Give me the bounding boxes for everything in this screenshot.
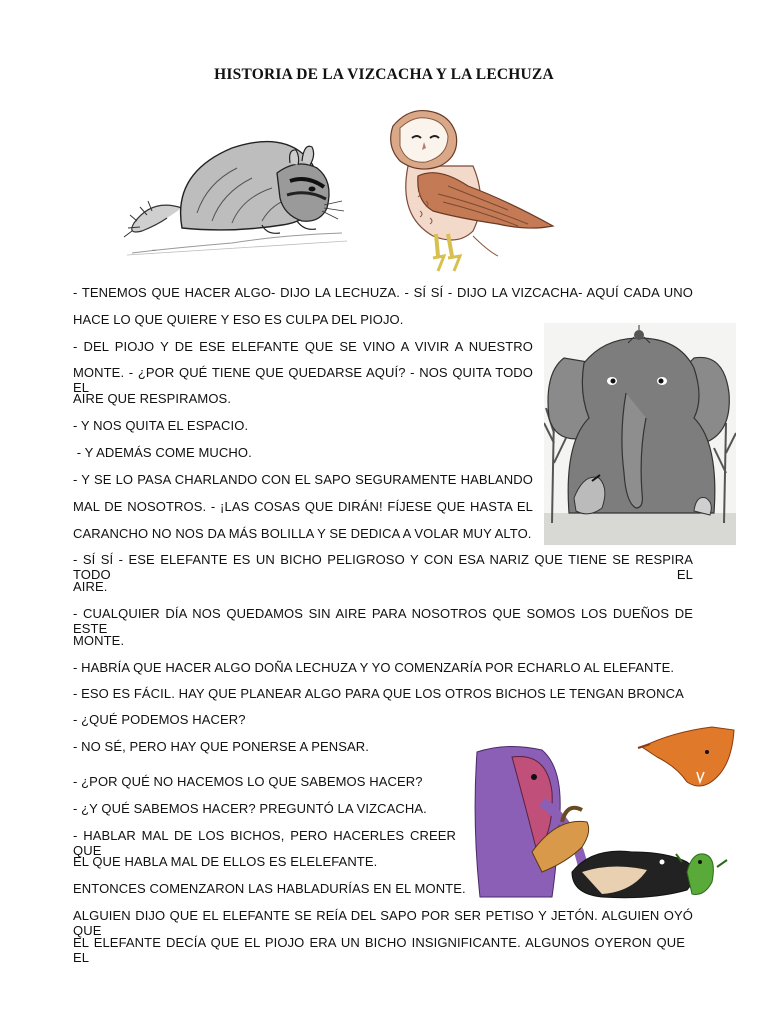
text-line: AIRE.: [73, 579, 108, 594]
artist-signature: ~: [152, 247, 156, 255]
text-line: - Y NOS QUITA EL ESPACIO.: [73, 418, 249, 433]
text-line: - ESO ES FÁCIL. HAY QUE PLANEAR ALGO PARA QUE LOS OTROS BICHOS LE TENGAN BRONCA: [73, 686, 684, 701]
text-line: CARANCHO NO NOS DA MÁS BOLILLA Y SE DEDICA A VOLAR MUY ALTO.: [73, 526, 532, 541]
text-line: - Y SE LO PASA CHARLANDO CON EL SAPO SEGURAMENTE HABLANDO: [73, 472, 533, 487]
text-line: EL QUE HABLA MAL DE ELLOS ES ELELEFANTE.: [73, 854, 378, 869]
text-line: MONTE. - ¿POR QUÉ TIENE QUE QUEDARSE AQUÍ? - NOS QUITA TODO EL: [73, 365, 533, 395]
text-line: - TENEMOS QUE HACER ALGO- DIJO LA LECHUZA. - SÍ SÍ - DIJO LA VIZCACHA- AQUÍ CADA UNO: [73, 285, 693, 300]
animals-illustration: [472, 722, 736, 902]
text-line: MAL DE NOSOTROS. - ¡LAS COSAS QUE DIRÁN! FÍJESE QUE HASTA EL: [73, 499, 533, 514]
text-line: - DEL PIOJO Y DE ESE ELEFANTE QUE SE VINO A VIVIR A NUESTRO: [73, 339, 533, 354]
text-line: - NO SÉ, PERO HAY QUE PONERSE A PENSAR.: [73, 739, 369, 754]
document-title: HISTORIA DE LA VIZCACHA Y LA LECHUZA: [214, 66, 554, 83]
text-line: AIRE QUE RESPIRAMOS.: [73, 391, 232, 406]
text-line: ENTONCES COMENZARON LAS HABLADURÍAS EN EL MONTE.: [73, 881, 466, 896]
text-line: HACE LO QUE QUIERE Y ESO ES CULPA DEL PIOJO.: [73, 312, 404, 327]
text-line: - CUALQUIER DÍA NOS QUEDAMOS SIN AIRE PARA NOSOTROS QUE SOMOS LOS DUEÑOS DE ESTE: [73, 606, 693, 636]
text-line: - Y ADEMÁS COME MUCHO.: [73, 445, 252, 460]
owl-drawing: [378, 106, 558, 276]
text-line: EL ELEFANTE DECÍA QUE EL PIOJO ERA UN BICHO INSIGNIFICANTE. ALGUNOS OYERON QUE EL: [73, 935, 685, 965]
text-line: - HABRÍA QUE HACER ALGO DOÑA LECHUZA Y YO COMENZARÍA POR ECHARLO AL ELEFANTE.: [73, 660, 675, 675]
text-line: - SÍ SÍ - ESE ELEFANTE ES UN BICHO PELIGROSO Y CON ESA NARIZ QUE TIENE SE RESPIRA TODO EL: [73, 552, 693, 582]
elephant-illustration: [544, 323, 736, 545]
text-line: - ¿Y QUÉ SABEMOS HACER? PREGUNTÓ LA VIZCACHA.: [73, 801, 427, 816]
text-line: MONTE.: [73, 633, 125, 648]
vizcacha-drawing: [112, 103, 352, 263]
text-line: ALGUIEN DIJO QUE EL ELEFANTE SE REÍA DEL SAPO POR SER PETISO Y JETÓN. ALGUIEN OYÓ QUE: [73, 908, 693, 938]
text-line: - ¿POR QUÉ NO HACEMOS LO QUE SABEMOS HACER?: [73, 774, 423, 789]
text-line: - ¿QUÉ PODEMOS HACER?: [73, 712, 246, 727]
text-line: - HABLAR MAL DE LOS BICHOS, PERO HACERLES CREER QUE: [73, 828, 456, 858]
